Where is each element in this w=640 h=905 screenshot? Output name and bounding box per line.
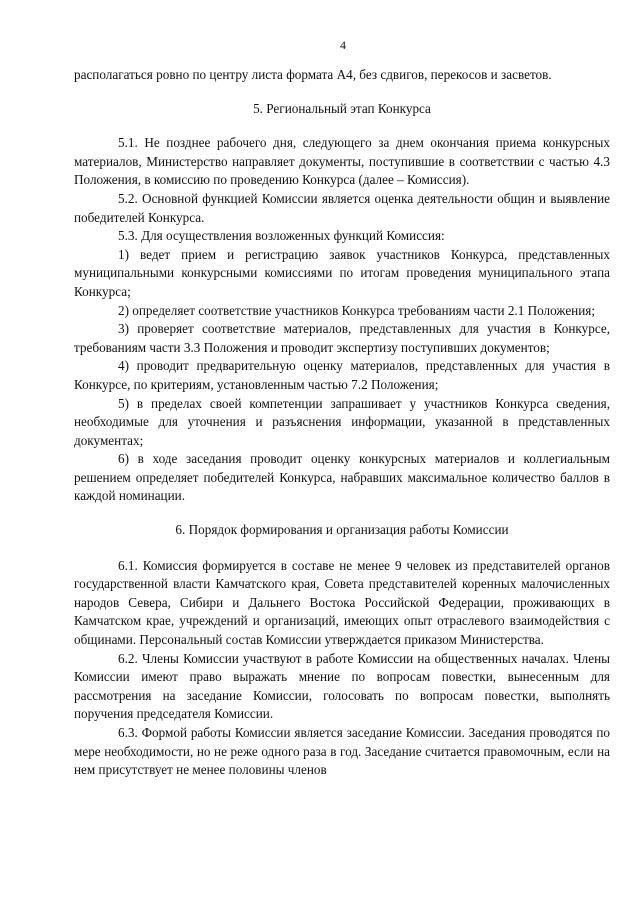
list-item-5-3-5: 5) в пределах своей компетенции запрашивает у участников Конкурса сведения, необходимые для уточнения и разъяснения информации, указанной в представленных документах;	[74, 395, 610, 448]
paragraph-5-3: 5.3. Для осуществления возложенных функций Комиссия:	[118, 228, 445, 244]
section-6-heading: 6. Порядок формирования и организация работы Комиссии	[175, 522, 509, 538]
paragraph-6-2: 6.2. Члены Комиссии участвуют в работе Комиссии на общественных началах. Члены Комиссии имеют право выражать мнение по вопросам повестки, вынесенным для рассмотрения на заседание Комиссии, голосовать по вопросам повестки, выполнять поручения председателя Комиссии.	[74, 650, 610, 722]
section-5-heading: 5. Региональный этап Конкурса	[253, 100, 431, 116]
list-item-5-3-2: 2) определяет соответствие участников Конкурса требованиям части 2.1 Положения;	[118, 302, 596, 318]
paragraph-6-1: 6.1. Комиссия формируется в составе не менее 9 человек из представителей органов государственной власти Камчатского края, Совета представителей коренных малочисленных народов Севера, Сибири и Дальнего Востока Российской Федерации, проживающих в Камчатском крае, учреждений и организаций, имеющих опыт отраслевого взаимодействия с общинами. Персональный состав Комиссии утверждается приказом Министерства.	[74, 557, 610, 648]
list-item-5-3-6: 6) в ходе заседания проводит оценку конкурсных материалов и коллегиальным решением определяет победителей Конкурса, набравших максимальное количество баллов в каждой номинации.	[74, 451, 610, 504]
page-number: 4	[340, 38, 346, 52]
list-item-5-3-3: 3) проверяет соответствие материалов, представленных для участия в Конкурсе, требованиям части 3.3 Положения и проводит экспертизу поступивших документов;	[74, 321, 610, 355]
list-item-5-3-4: 4) проводит предварительную оценку материалов, представленных для участия в Конкурсе, по критериям, установленным частью 7.2 Положения;	[74, 358, 610, 392]
paragraph-6-3: 6.3. Формой работы Комиссии является заседание Комиссии. Заседания проводятся по мере необходимости, но не реже одного раза в год. Заседание считается правомочным, если на нем присутствует не менее половины членов	[74, 725, 610, 778]
document-page	[74, 38, 610, 780]
paragraph-5-2: 5.2. Основной функцией Комиссии является оценка деятельности общин и выявление победителей Конкурса.	[74, 190, 610, 225]
list-item-5-3-1: 1) ведет прием и регистрацию заявок участников Конкурса, представленных муниципальными конкурсными комиссиями по итогам проведения муниципального этапа Конкурса;	[74, 246, 610, 299]
intro-paragraph: располагаться ровно по центру листа формата А4, без сдвигов, перекосов и засветов.	[74, 67, 552, 82]
paragraph-5-1: 5.1. Не позднее рабочего дня, следующего за днем окончания приема конкурсных материалов, Министерство направляет документы, поступившие в соответствии с частью 4.3 Положения, в комиссию по проведению Конкурса (далее – Комиссия).	[74, 135, 610, 188]
